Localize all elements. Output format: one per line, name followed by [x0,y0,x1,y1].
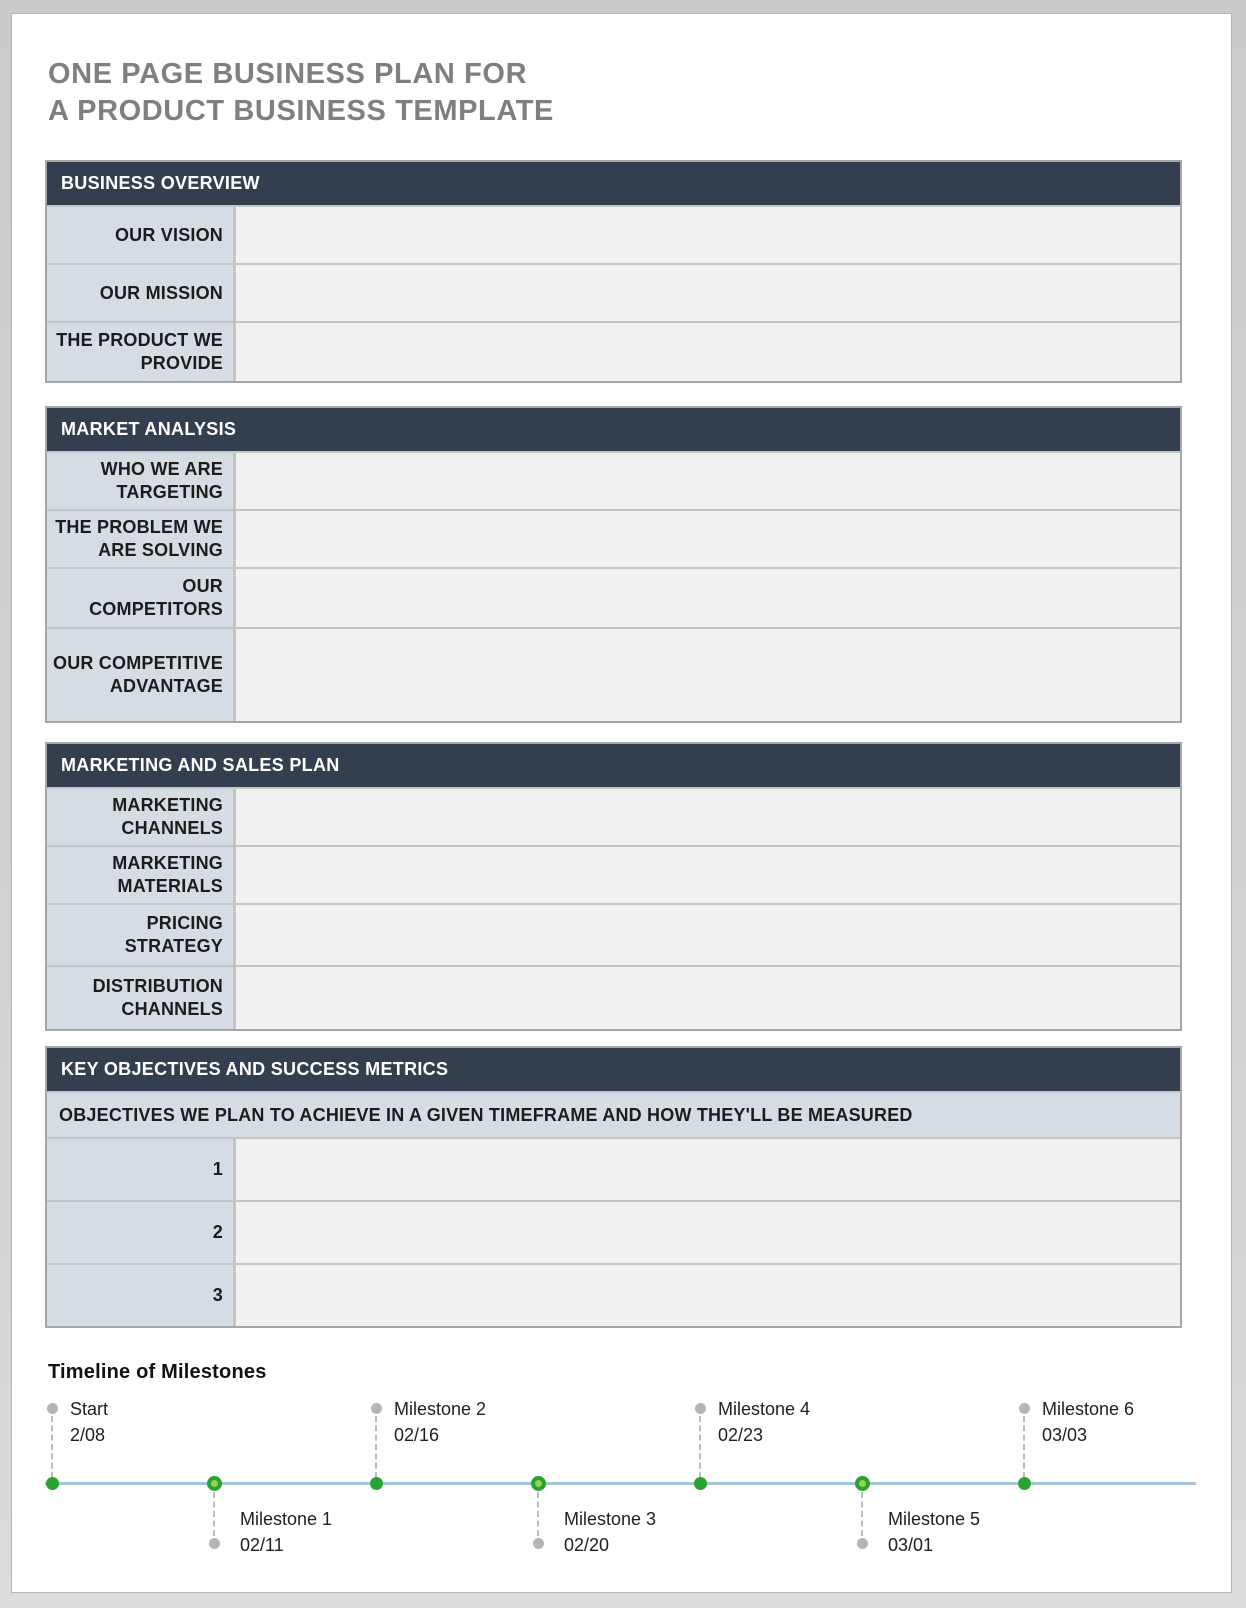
page-title-line-1: ONE PAGE BUSINESS PLAN FOR [48,58,528,90]
label-our-mission [47,265,233,321]
milestone-date: 03/03 [1042,1425,1088,1445]
field-objective-2[interactable] [236,1202,1180,1263]
field-the-product-we-provide[interactable] [236,323,1180,381]
milestone-name: Milestone 2 [394,1399,487,1419]
leader-dot-icon [857,1538,868,1549]
milestone-marker-icon [694,1477,707,1490]
field-objective-3[interactable] [236,1265,1180,1326]
milestone-name: Milestone 6 [1042,1399,1135,1419]
label-text: OUR MISSION [99,282,223,303]
milestone-name: Milestone 4 [718,1399,811,1419]
label-text: MARKETING MATERIALS [112,853,223,896]
label-text: MARKETING CHANNELS [112,795,223,838]
field-our-mission[interactable] [236,265,1180,321]
field-objective-1[interactable] [236,1139,1180,1200]
label-text: WHO WE ARE TARGETING [100,459,223,502]
section-header-label: BUSINESS OVERVIEW [61,173,260,193]
milestone-name: Milestone 5 [888,1509,981,1529]
leader-dashed-line [861,1492,863,1536]
leader-dot-icon [209,1538,220,1549]
field-marketing-channels[interactable] [236,789,1180,845]
milestone-label [240,1506,332,1558]
leader-dot-icon [695,1403,706,1414]
milestone-label [1042,1396,1134,1448]
label-objective-3 [47,1265,233,1326]
milestone-marker-icon [855,1476,870,1491]
document-page [11,13,1232,1593]
section-header-business-overview [47,162,1180,205]
objectives-subheader: OBJECTIVES WE PLAN TO ACHIEVE IN A GIVEN TIMEFRAME AND HOW THEY'LL BE MEASURED [47,1093,1180,1137]
milestone-name: Milestone 3 [564,1509,657,1529]
field-the-problem-we-are-solving[interactable] [236,511,1180,567]
field-our-competitors[interactable] [236,569,1180,627]
label-distribution-channels [47,967,233,1029]
field-who-we-are-targeting[interactable] [236,453,1180,509]
milestone-date: 02/23 [718,1425,764,1445]
milestone-name: Milestone 1 [240,1509,333,1529]
milestone-date: 02/11 [240,1535,284,1555]
label-marketing-materials [47,847,233,903]
field-our-competitive-advantage[interactable] [236,629,1180,721]
label-who-we-are-targeting [47,453,233,509]
label-text: OUR COMPETITIVE ADVANTAGE [53,653,224,696]
timeline-title: Timeline of Milestones [48,1361,267,1383]
section-header-key-objectives [47,1048,1180,1091]
label-marketing-channels [47,789,233,845]
label-objective-1 [47,1139,233,1200]
page-title-line-2: A PRODUCT BUSINESS TEMPLATE [48,95,554,127]
leader-dashed-line [699,1416,701,1478]
business-overview-table [47,205,1180,381]
section-header-marketing-and-sales-plan [47,744,1180,787]
milestone-date: 02/20 [564,1535,610,1555]
section-business-overview [45,160,1182,383]
label-text: THE PROBLEM WE ARE SOLVING [55,517,223,560]
page-title [48,56,1182,130]
section-marketing-and-sales-plan [45,742,1182,1031]
market-analysis-table [47,451,1180,721]
leader-dot-icon [533,1538,544,1549]
milestone-marker-icon [531,1476,546,1491]
label-the-product-we-provide [47,323,233,381]
field-our-vision[interactable] [236,207,1180,263]
milestone-date: 03/01 [888,1535,934,1555]
label-pricing-strategy [47,905,233,965]
leader-dot-icon [371,1403,382,1414]
milestone-timeline [45,1392,1197,1597]
milestone-date: 02/16 [394,1425,440,1445]
milestone-marker-icon [370,1477,383,1490]
milestone-marker-icon [1018,1477,1031,1490]
leader-dashed-line [213,1492,215,1536]
leader-dashed-line [51,1416,53,1478]
section-header-label: MARKETING AND SALES PLAN [61,755,340,775]
milestone-name: Start [70,1399,109,1419]
label-text: 3 [212,1285,223,1305]
field-distribution-channels[interactable] [236,967,1180,1029]
label-our-vision [47,207,233,263]
label-text: OUR COMPETITORS [89,576,223,619]
milestone-label [564,1506,656,1558]
section-key-objectives [45,1046,1182,1328]
milestone-label [888,1506,980,1558]
leader-dot-icon [1019,1403,1030,1414]
leader-dashed-line [1023,1416,1025,1478]
field-pricing-strategy[interactable] [236,905,1180,965]
label-our-competitive-advantage [47,629,233,721]
label-the-problem-we-are-solving [47,511,233,567]
milestone-date: 2/08 [70,1425,106,1445]
milestone-label [394,1396,486,1448]
section-market-analysis [45,406,1182,723]
label-text: 2 [212,1222,223,1242]
label-text: 1 [212,1159,223,1179]
key-objectives-table [47,1091,1180,1326]
section-header-label: MARKET ANALYSIS [61,419,237,439]
section-header-market-analysis [47,408,1180,451]
milestone-marker-icon [46,1477,59,1490]
milestone-marker-icon [207,1476,222,1491]
field-marketing-materials[interactable] [236,847,1180,903]
marketing-sales-table [47,787,1180,1029]
leader-dashed-line [537,1492,539,1536]
label-text: THE PRODUCT WE PROVIDE [56,330,223,373]
label-our-competitors [47,569,233,627]
label-text: DISTRIBUTION CHANNELS [92,976,223,1019]
milestone-label [718,1396,810,1448]
label-text: OUR VISION [114,224,223,245]
label-objective-2 [47,1202,233,1263]
label-text: PRICING STRATEGY [124,913,223,956]
section-header-label: KEY OBJECTIVES AND SUCCESS METRICS [61,1059,449,1079]
leader-dot-icon [47,1403,58,1414]
leader-dashed-line [375,1416,377,1478]
milestone-label [70,1396,108,1448]
